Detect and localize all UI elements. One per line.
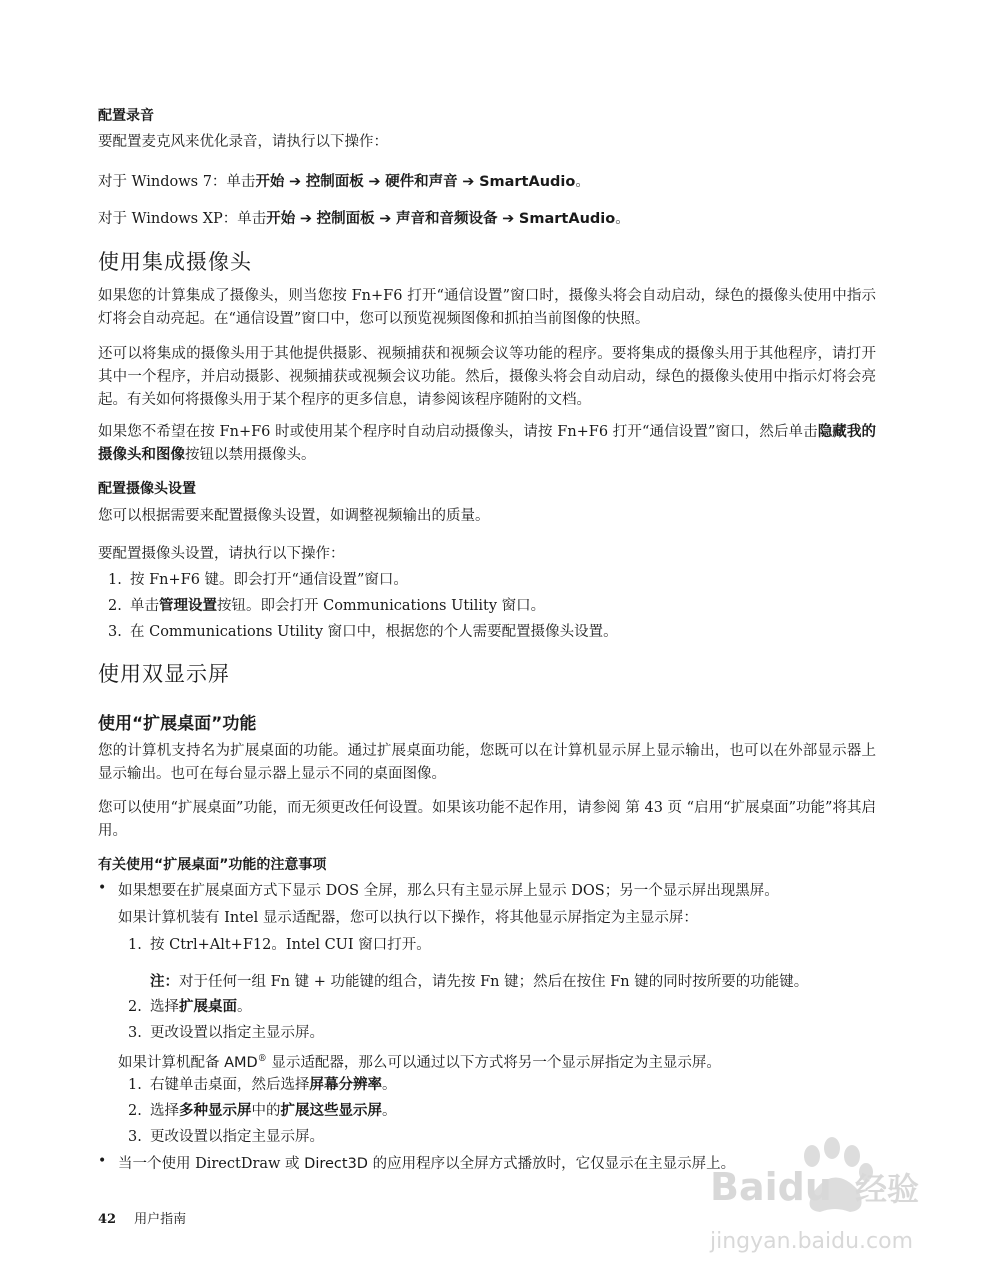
amd-line-text: 如果计算机配备 — [118, 1054, 225, 1071]
arrow-icon: ➔ — [284, 174, 306, 190]
camsettings-heading: 配置摄像头设置 — [98, 481, 196, 497]
note-text: 对于任何一组 Fn 键 + 功能键的组合，请先按 Fn 键；然后在按住 Fn 键的同时按所要的功能键。 — [179, 974, 809, 990]
fn-note — [150, 971, 940, 994]
win7-prefix: 对于 Windows 7：单击 — [98, 174, 256, 190]
camera-para-3-text: 如果您不希望在按 Fn+F6 时或使用某个程序时自动启动摄像头，请按 Fn+F6 打开“通信设置”窗口，然后单击 — [98, 424, 818, 440]
path-hardware-sound: 硬件和声音 — [385, 174, 458, 190]
direct3d-brand: Direct3D — [304, 1156, 368, 1172]
multiple-displays-label: 多种显示屏 — [179, 1103, 252, 1119]
camsettings-para-1: 您可以根据需要来配置摄像头设置，如调整视频输出的质量。 — [98, 508, 490, 524]
step-number: 1. — [128, 1077, 142, 1093]
note-bullet-1: 如果想要在扩展桌面方式下显示 DOS 全屏，那么只有主显示屏上显示 DOS；另一个显示屏出现黑屏。 — [118, 883, 779, 899]
hide-camera-button-label: 隐藏我的摄像头和图像 — [98, 424, 876, 463]
page-footer — [98, 1208, 186, 1227]
step-number: 3. — [128, 1129, 142, 1145]
camsettings-step-2 — [108, 595, 898, 618]
camera-heading: 使用集成摄像头 — [98, 250, 252, 274]
page-number: 42 — [98, 1212, 117, 1227]
camera-para-2: 还可以将集成的摄像头用于其他提供摄影、视频捕获和视频会议等功能的程序。要将集成的摄像头用于其他程序，请打开其中一个程序，并启动摄影、视频捕获或视频会议功能。然后，摄像头将会自动启动，绿色的摄像头使用中指示灯将会亮起。有关如何将摄像头用于某个程序的更多信息，请参阅该程序随附的文档。 — [98, 346, 876, 408]
period: 。 — [575, 174, 590, 190]
step-text-mid: 中的 — [251, 1103, 281, 1119]
step-number: 1. — [108, 572, 122, 588]
period: 。 — [615, 211, 630, 227]
footer-title: 用户指南 — [134, 1212, 187, 1227]
arrow-icon: ➔ — [295, 211, 317, 227]
path-smartaudio: SmartAudio — [518, 211, 616, 227]
step-text: 选择 — [150, 999, 179, 1015]
extend-desktop-label: 扩展桌面 — [179, 999, 237, 1015]
record-heading: 配置录音 — [98, 108, 154, 124]
note-label: 注： — [150, 974, 179, 990]
amd-step-1 — [128, 1074, 918, 1097]
step-number: 1. — [128, 937, 142, 953]
amd-line-end: 显示适配器，那么可以通过以下方式将另一个显示屏指定为主显示屏。 — [266, 1054, 721, 1071]
step-number: 3. — [128, 1025, 142, 1041]
amd-line — [118, 1048, 908, 1075]
arrow-icon: ➔ — [457, 174, 480, 190]
arrow-icon: ➔ — [363, 174, 386, 190]
watermark-brand: Baidu — [710, 1165, 832, 1209]
watermark-suffix: 经验 — [855, 1170, 920, 1208]
intel-step-3 — [128, 1022, 918, 1045]
step-text: 更改设置以指定主显示屏。 — [150, 1025, 324, 1041]
path-control-panel: 控制面板 — [305, 174, 364, 190]
step-text: 在 Communications Utility 窗口中，根据您的个人需要配置摄像头设置。 — [130, 624, 618, 640]
intel-step-2 — [128, 996, 918, 1019]
step-number: 2. — [128, 999, 142, 1015]
bullet-2-end: 的应用程序以全屏方式播放时，它仅显示在主显示屏上。 — [367, 1156, 736, 1172]
win7-path — [98, 171, 888, 194]
winxp-path — [98, 208, 888, 231]
camera-para-3-end: 按钮以禁用摄像头。 — [185, 447, 316, 463]
amd-brand: AMD — [224, 1054, 258, 1071]
step-number: 3. — [108, 624, 122, 640]
extend-desktop-subheading: 使用“扩展桌面”功能 — [98, 714, 257, 734]
arrow-icon: ➔ — [374, 211, 397, 227]
path-smartaudio: SmartAudio — [479, 174, 576, 190]
intel-step-1 — [128, 934, 918, 957]
step-number: 2. — [108, 598, 122, 614]
camsettings-step-1 — [108, 569, 898, 592]
step-number: 2. — [128, 1103, 142, 1119]
path-control-panel: 控制面板 — [316, 211, 375, 227]
registered-mark: ® — [257, 1054, 267, 1064]
period: 。 — [237, 999, 252, 1015]
manage-settings-label: 管理设置 — [159, 598, 217, 614]
step-text: 选择 — [150, 1103, 179, 1119]
camsettings-step-3 — [108, 621, 898, 644]
bullet-2-text: 当一个使用 DirectDraw 或 — [118, 1156, 305, 1172]
bullet-icon: • — [98, 880, 107, 896]
dual-para-1: 您的计算机支持名为扩展桌面的功能。通过扩展桌面功能，您既可以在计算机显示屏上显示输出，也可以在外部显示器上显示输出。也可在每台显示器上显示不同的桌面图像。 — [98, 743, 876, 782]
screen-resolution-label: 屏幕分辨率 — [309, 1077, 382, 1093]
path-start: 开始 — [266, 211, 296, 227]
step-text: 更改设置以指定主显示屏。 — [150, 1129, 324, 1145]
camsettings-para-2: 要配置摄像头设置，请执行以下操作： — [98, 546, 345, 562]
camera-para-1: 如果您的计算集成了摄像头，则当您按 Fn+F6 打开“通信设置”窗口时，摄像头将会自动启动，绿色的摄像头使用中指示灯将会自动亮起。在“通信设置”窗口中，您可以预览视频图像和抓拍当前图像的快照。 — [98, 288, 876, 327]
watermark-url: jingyan.baidu.com — [710, 1229, 914, 1254]
baidu-watermark — [690, 1120, 980, 1270]
arrow-icon: ➔ — [497, 211, 519, 227]
notes-heading: 有关使用“扩展桌面”功能的注意事项 — [98, 857, 327, 873]
bullet-icon: • — [98, 1153, 107, 1169]
path-start: 开始 — [255, 174, 285, 190]
dual-para-2: 您可以使用“扩展桌面”功能，而无须更改任何设置。如果该功能不起作用，请参阅 第 43 页 “启用“扩展桌面”功能”将其启用。 — [98, 800, 876, 839]
camera-para-3 — [98, 421, 876, 467]
step-text: 单击 — [130, 598, 159, 614]
path-sound-devices: 声音和音频设备 — [396, 211, 498, 227]
period: 。 — [382, 1077, 397, 1093]
extend-displays-label: 扩展这些显示屏 — [280, 1103, 382, 1119]
step-text: 按 Ctrl+Alt+F12。Intel CUI 窗口打开。 — [150, 937, 431, 953]
winxp-prefix: 对于 Windows XP：单击 — [98, 211, 267, 227]
step-text: 按 Fn+F6 键。即会打开“通信设置”窗口。 — [130, 572, 408, 588]
dual-heading: 使用双显示屏 — [98, 662, 230, 686]
intel-line: 如果计算机装有 Intel 显示适配器，您可以执行以下操作，将其他显示屏指定为主显示屏： — [118, 910, 698, 926]
step-text: 右键单击桌面，然后选择 — [150, 1077, 310, 1093]
step-text-end: 按钮。即会打开 Communications Utility 窗口。 — [217, 598, 546, 614]
period: 。 — [382, 1103, 397, 1119]
record-intro: 要配置麦克风来优化录音，请执行以下操作： — [98, 134, 388, 150]
